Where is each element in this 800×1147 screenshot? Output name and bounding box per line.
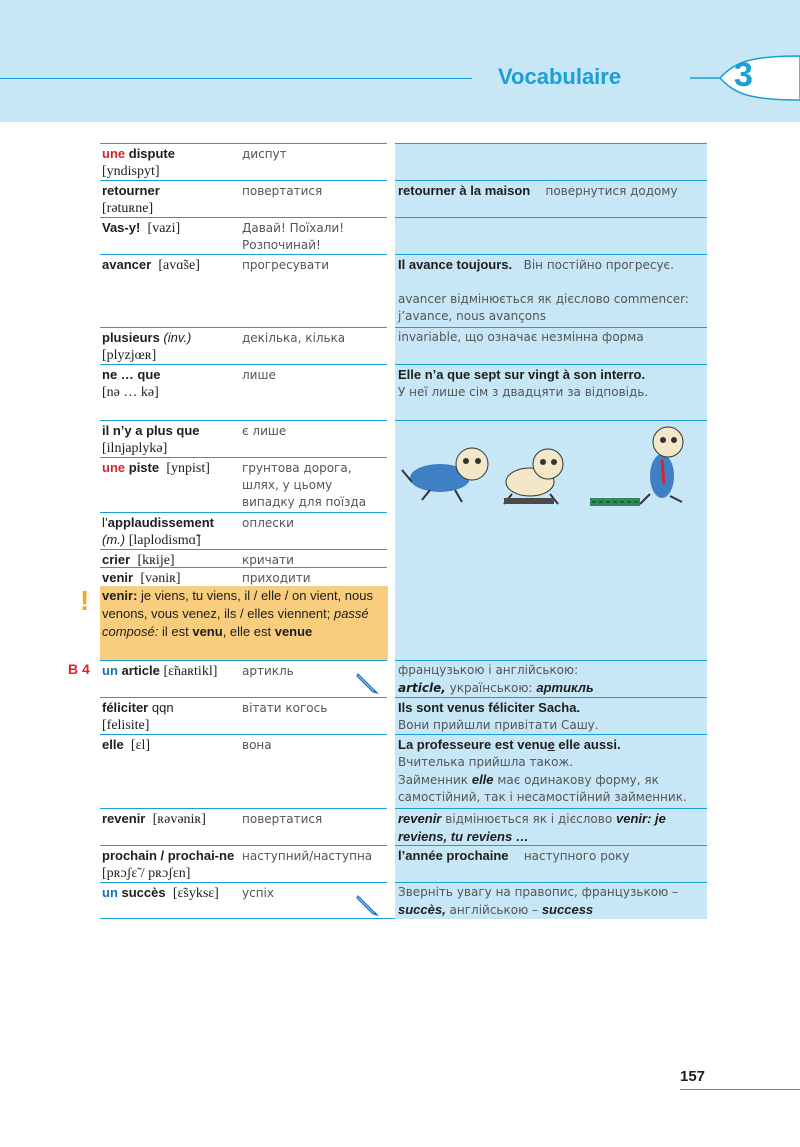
page-number-rule (680, 1089, 800, 1090)
vocab-row: venir [vəniʀ] приходити (100, 567, 707, 586)
exclamation-icon: ! (80, 585, 90, 616)
pencil-icon (355, 671, 379, 695)
vocab-row: prochain / prochai-ne [pʀɔʃɛ̃ / pʀɔʃɛn] наступний/наступна l’année prochaine наступного року (100, 845, 707, 882)
vocab-row: ne … que [nə … kə] лише Elle n’a que sept sur vingt à son interro. У неї лише сім з двадцяти за відповідь. (100, 364, 707, 420)
vocab-row: crier [kʀije] кричати (100, 549, 707, 567)
chapter-number: 3 (734, 56, 753, 94)
page-header (0, 0, 800, 122)
vocab-row: retourner [rətuʀne] повертатися retourner à la maison повернутися додому (100, 180, 707, 217)
vocab-row: féliciter qqn [felisite] вітати когось Ils sont venus féliciter Sacha. Вони прийшли привітати Сашу. (100, 697, 707, 734)
vocab-row: un succès [ɛ̃syksɛ] успіх Зверніть увагу на правопис, французькою – succès, англійською – success (100, 882, 707, 919)
header-rule-left (0, 78, 472, 79)
vocab-row: revenir [ʀəvəniʀ] повертатися revenir відмінюється як і дієслово venir: je reviens, tu reviens … (100, 808, 707, 845)
grammar-note: venir: je viens, tu viens, il / elle / on vient, nous venons, vous venez, ils / elles viennent; passé composé: il est venu, elle est venue (100, 586, 388, 660)
vocab-row: elle [ɛl] вона La professeure est venue elle aussi. Вчителька прийшла також. Займенник elle має одинакову форму, як самостійний, так і несамостійний займенник. (100, 734, 707, 808)
vocab-row: une piste [ynpist] грунтова дорога, шлях, у цьому випадку для поїзда (100, 457, 707, 512)
pencil-icon (355, 893, 379, 917)
vocab-row: avancer [avɑ̃se] прогресувати Il avance toujours. Він постійно прогресує. avancer відмінюється як дієслово commencer: j’avance, nous avançons (100, 254, 707, 327)
vocab-row: un article [ɛ̃naʀtikl] артикль французькою і англійською: article, українською: артикль (100, 660, 707, 697)
vocab-row: plusieurs (inv.) [plyzjœʀ] декілька, кілька invariable, що означає незмінна форма (100, 327, 707, 364)
page-number: 157 (680, 1068, 706, 1085)
section-label: B 4 (68, 661, 90, 677)
vocab-row: l’applaudissement (m.) [laplodismɑ̃] оплески (100, 512, 707, 549)
vocab-row: il n’y a plus que [ilnjaplykə] є лише (100, 420, 707, 457)
vocab-row: Vas-y! [vazi] Давай! Поїхали! Розпочинай! (100, 217, 707, 254)
vocab-row: une dispute [yndispyt] диспут (100, 143, 707, 180)
header-title: Vocabulaire (498, 64, 622, 89)
